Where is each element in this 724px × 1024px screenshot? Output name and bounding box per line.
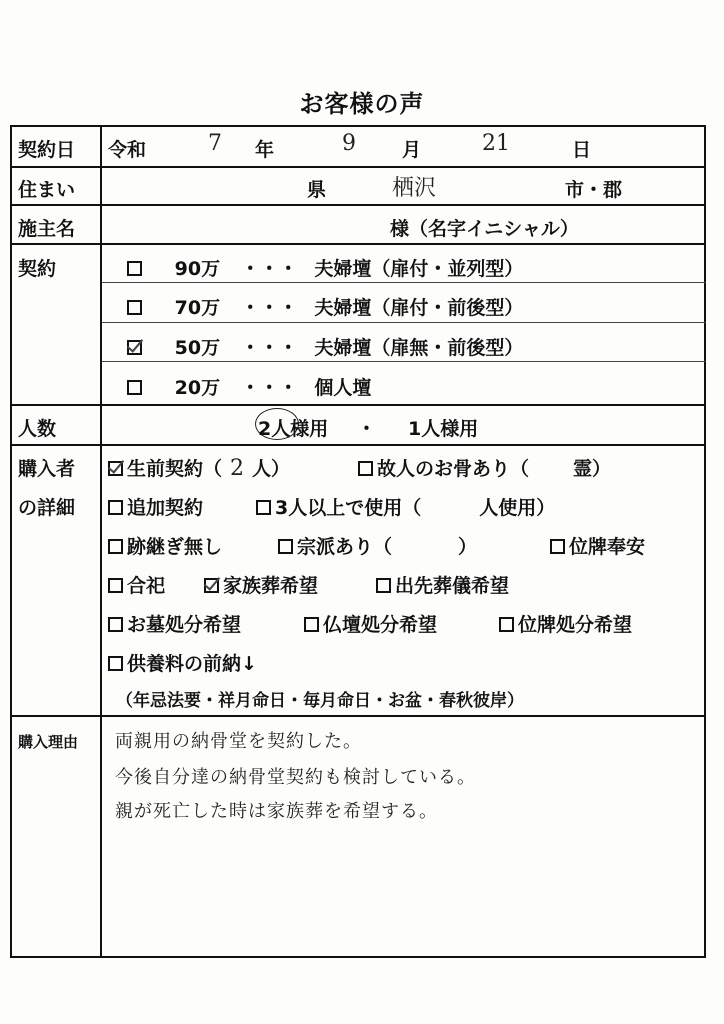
checkbox[interactable] <box>304 617 319 632</box>
label-column-divider <box>100 127 102 956</box>
form-title: お客様の声 <box>299 90 425 118</box>
ohaka-option[interactable] <box>108 610 241 637</box>
option-dots: ・・・ <box>240 337 298 359</box>
option-dots: ・・・ <box>240 297 298 319</box>
shuha-close: ） <box>458 536 478 558</box>
checkbox[interactable] <box>108 656 123 671</box>
contract-label: 契約 <box>18 258 57 280</box>
people-separator: ・ <box>357 418 377 440</box>
tsuika-option[interactable] <box>108 493 203 520</box>
ihai-hoan-option[interactable] <box>550 532 645 559</box>
year-unit: 年 <box>255 139 275 161</box>
row-divider <box>12 444 704 446</box>
row-divider <box>12 243 704 245</box>
kazoku-label: 家族葬希望 <box>223 575 319 597</box>
option-desc: 夫婦壇（扉無・前後型） <box>314 337 524 359</box>
contract-option[interactable] <box>127 373 371 400</box>
checkbox[interactable] <box>256 500 271 515</box>
desaki-option[interactable] <box>376 571 509 598</box>
contract-date-label: 契約日 <box>18 139 76 161</box>
city-unit: 市・郡 <box>565 179 623 201</box>
checkbox[interactable] <box>127 300 142 315</box>
day-value[interactable]: 21 <box>482 131 510 156</box>
ihai-shobun-option[interactable] <box>499 610 632 637</box>
option-dots: ・・・ <box>240 377 298 399</box>
checkbox[interactable] <box>108 539 123 554</box>
desaki-label: 出先葬儀希望 <box>395 575 510 597</box>
row-divider <box>12 715 704 717</box>
ohaka-label: お墓処分希望 <box>127 614 242 636</box>
option-dots: ・・・ <box>240 258 298 280</box>
era-label: 令和 <box>108 139 147 161</box>
city-value[interactable]: 栖沢 <box>392 176 437 201</box>
reason-label: 購入理由 <box>18 733 79 751</box>
option-desc: 夫婦壇（扉付・前後型） <box>314 297 524 319</box>
contract-option-divider <box>102 322 706 323</box>
option-desc: 夫婦壇（扉付・並列型） <box>314 258 524 280</box>
atotsugi-option[interactable] <box>108 532 222 559</box>
year-value[interactable]: 7 <box>208 131 222 156</box>
checkbox[interactable] <box>550 539 565 554</box>
checkbox[interactable] <box>108 578 123 593</box>
kojin-close: 霊） <box>573 458 612 480</box>
butsudan-option[interactable] <box>304 610 437 637</box>
row-divider <box>12 204 704 206</box>
shuha-option[interactable] <box>278 532 477 559</box>
seizen-option[interactable] <box>108 454 290 481</box>
reason-line[interactable]: 今後自分達の納骨堂契約も検討している。 <box>115 767 476 788</box>
ihai-shobun-label: 位牌処分希望 <box>518 614 633 636</box>
atotsugi-label: 跡継ぎ無し <box>127 536 223 558</box>
shuha-label: 宗派あり（ <box>297 536 393 558</box>
sannin-option[interactable] <box>256 493 555 520</box>
option-price: 20万 <box>174 377 221 399</box>
checkbox[interactable] <box>127 261 142 276</box>
seizen-count[interactable]: 2 <box>230 456 245 481</box>
checkbox[interactable] <box>499 617 514 632</box>
contract-option-divider <box>102 361 706 362</box>
ihai-hoan-label: 位牌奉安 <box>569 536 646 558</box>
residence-label: 住まい <box>18 179 76 201</box>
kojin-option[interactable] <box>358 454 611 481</box>
row-divider <box>12 404 704 406</box>
kojin-label: 故人のお骨あり（ <box>377 458 530 480</box>
checkbox-checked[interactable] <box>127 340 142 355</box>
goshi-label: 合祀 <box>127 575 166 597</box>
reason-line[interactable]: 親が死亡した時は家族葬を希望する。 <box>115 801 438 822</box>
details-label-line1: 購入者 <box>18 458 76 480</box>
kuyo-option[interactable] <box>108 649 257 676</box>
row-divider <box>12 166 704 168</box>
checkbox[interactable] <box>127 380 142 395</box>
seizen-close: 人） <box>252 458 291 480</box>
contract-option[interactable] <box>127 333 523 360</box>
kuyo-label: 供養料の前納↓ <box>127 653 257 675</box>
goshi-option[interactable] <box>108 571 165 598</box>
option-desc: 個人壇 <box>314 377 372 399</box>
sannin-close: 人使用） <box>479 497 556 519</box>
checkbox-checked[interactable] <box>204 578 219 593</box>
checkbox[interactable] <box>108 617 123 632</box>
seizen-label: 生前契約（ <box>127 458 223 480</box>
owner-suffix: 様（名字イニシャル） <box>390 218 579 240</box>
checkbox[interactable] <box>376 578 391 593</box>
option-price: 70万 <box>174 297 221 319</box>
option-price: 90万 <box>174 258 221 280</box>
contract-option-divider <box>102 282 706 283</box>
people-option-1[interactable]: 1人様用 <box>408 418 479 440</box>
details-label-line2: の詳細 <box>18 497 76 519</box>
checkbox-checked[interactable] <box>108 461 123 476</box>
checkbox[interactable] <box>278 539 293 554</box>
option-price: 50万 <box>174 337 221 359</box>
month-value[interactable]: 9 <box>342 131 356 156</box>
contract-option[interactable] <box>127 254 523 281</box>
survey-form <box>10 125 706 958</box>
owner-label: 施主名 <box>18 218 76 240</box>
month-unit: 月 <box>402 139 422 161</box>
sannin-label: 3人以上で使用（ <box>275 497 422 519</box>
reason-line[interactable]: 両親用の納骨堂を契約した。 <box>115 731 362 752</box>
checkbox[interactable] <box>358 461 373 476</box>
people-option-2[interactable]: 2人様用 <box>258 418 329 440</box>
kuyo-note: （年忌法要・祥月命日・毎月命日・お盆・春秋彼岸） <box>116 691 524 711</box>
prefecture-unit: 県 <box>307 179 327 201</box>
tsuika-label: 追加契約 <box>127 497 204 519</box>
kazoku-option[interactable] <box>204 571 318 598</box>
checkbox[interactable] <box>108 500 123 515</box>
butsudan-label: 仏壇処分希望 <box>323 614 438 636</box>
contract-option[interactable] <box>127 293 523 320</box>
people-label: 人数 <box>18 418 57 440</box>
day-unit: 日 <box>572 139 592 161</box>
